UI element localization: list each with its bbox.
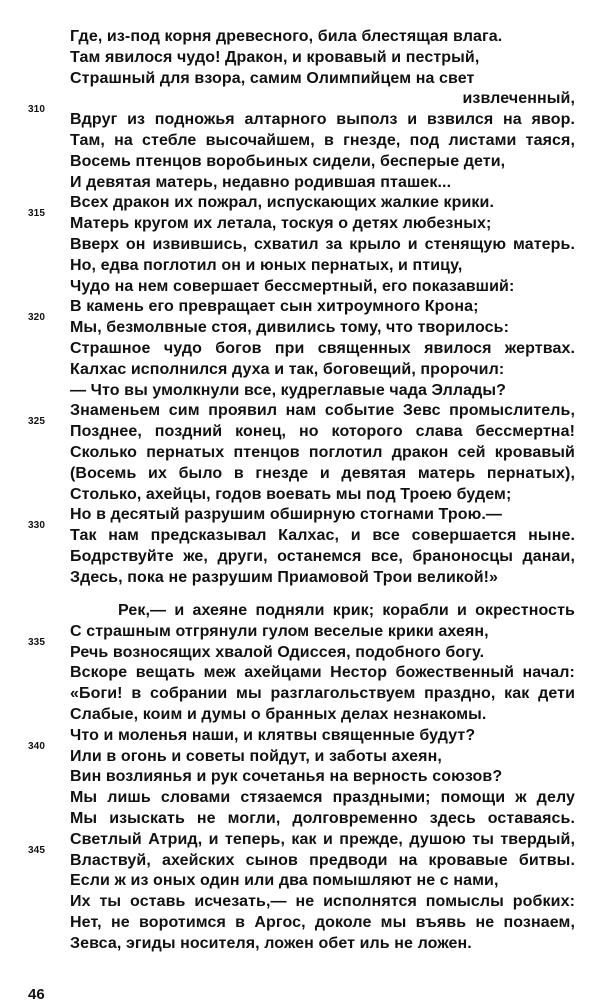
verse-text: Калхас исполнился духа и так, боговещий, пророчил: [70, 360, 505, 378]
verse-line [70, 485, 575, 506]
verse-text: И девятая матерь, недавно родившая пташек... [70, 173, 452, 191]
verse-line [70, 27, 575, 48]
verse-text: Где, из-под корня древесного, била блестящая влага. [70, 28, 503, 45]
verse-text: Нет, не воротимся в Аргос, доколе мы въявь не познаем, [70, 913, 575, 931]
verse-line [70, 663, 575, 684]
verse-text: Матерь кругом их летала, тоскуя о детях любезных; [70, 215, 492, 233]
verse-text: Вверх он извившись, схватил за крыло и стенящую матерь. [70, 235, 575, 253]
page-number: 46 [28, 986, 45, 1003]
verse-text: Мы изыскать не могли, долговременно здесь оставаясь. [70, 809, 575, 827]
verse-text: Мы, безмолвные стоя, дивились тому, что творилось: [70, 319, 509, 337]
stanza-2 [28, 601, 575, 955]
verse-text: Но, едва поглотил он и юных пернатых, и птицу, [70, 256, 463, 274]
verse-line [70, 193, 575, 214]
verse-text: Вскоре вещать меж ахейцами Нестор божественный начал: [70, 664, 575, 682]
verse-line [70, 726, 575, 747]
verse-text: Там, на стебле высочайшем, в гнезде, под листами таяся, [70, 131, 575, 149]
verse-line [70, 235, 575, 256]
verse-text: Страшное чудо богов при священных явилося жертвах. [70, 339, 575, 357]
verse-text: Вдруг из подножья алтарного выполз и взвился на явор. [70, 111, 575, 129]
verse-line [70, 297, 575, 318]
verse-text: (Восемь их было в гнезде и девятая матерь пернатых), [70, 464, 575, 482]
verse-text: Речь возносящих хвалой Одиссея, подобного богу. [70, 643, 485, 661]
verse-line [70, 152, 575, 173]
verse-line [70, 705, 575, 726]
line-number: 325 [28, 416, 45, 428]
verse-line [70, 684, 575, 705]
verse-text: «Боги! в собрании мы разглагольствуем праздно, как дети [70, 685, 575, 703]
verse-text: Там явилося чудо! Дракон, и кровавый и пестрый, [70, 48, 480, 66]
verse-text: Слабые, коим и думы о бранных делах незнакомы. [70, 705, 487, 723]
verse-line [70, 547, 575, 568]
verse-line [70, 788, 575, 809]
verse-line [70, 131, 575, 152]
verse-line [70, 339, 575, 360]
verse-text: извлеченный, [462, 90, 575, 108]
verse-line [70, 48, 575, 69]
verse-line [28, 740, 575, 768]
verse-line [28, 208, 575, 235]
verse-line [70, 568, 575, 589]
verse-text: Чудо на нем совершает бессмертный, его показавший: [70, 277, 515, 295]
verse-text: Так нам предсказывал Калхас, и все совершается ныне. [70, 527, 575, 545]
verse-line [28, 104, 575, 131]
verse-text: Светлый Атрид, и теперь, как и прежде, душою ты твердый, [70, 830, 575, 848]
verse-line [70, 173, 575, 194]
verse-line [70, 871, 575, 892]
verse-text: Бодрствуйте же, други, останемся все, браноносцы данаи, [70, 547, 575, 565]
verse-line [70, 401, 575, 422]
verse-line [70, 89, 575, 110]
verse-line [70, 601, 575, 622]
stanza-1 [28, 27, 575, 589]
verse-line [28, 312, 575, 339]
verse-text: Их ты оставь исчезать,— не исполнятся помыслы робких: [70, 893, 575, 911]
verse-text: Если ж из оных один или два помышляют не с нами, [70, 872, 499, 890]
verse-line [70, 464, 575, 485]
verse-line [28, 636, 575, 664]
verse-text: Зевса, эгиды носителя, ложен обет иль не ложен. [70, 934, 472, 952]
verse-text: С страшным отгрянули гулом веселые крики ахеян, [70, 622, 489, 640]
verse-line [28, 844, 575, 872]
verse-text: Властвуй, ахейских сынов предводи на кровавые битвы. [70, 851, 575, 869]
verse-text: Сколько пернатых птенцов поглотил дракон сей кровавый [70, 443, 575, 461]
verse-text: Всех дракон их пожрал, испускающих жалкие крики. [70, 194, 495, 212]
verse-line [70, 830, 575, 851]
line-number: 340 [28, 740, 45, 752]
verse-text: — Что вы умолкнули все, кудреглавые чада Эллады? [70, 381, 507, 399]
verse-text: Страшный для взора, самим Олимпийцем на свет [70, 69, 475, 87]
verse-line [70, 381, 575, 402]
verse-text: В камень его превращает сын хитроумного Крона; [70, 298, 479, 316]
line-number: 330 [28, 520, 45, 532]
verse-line [70, 443, 575, 464]
verse-line [70, 622, 575, 643]
verse-line [70, 360, 575, 381]
verse-text: Столько, ахейцы, годов воевать мы под Троею будем; [70, 485, 512, 503]
verse-text: Или в огонь и советы пойдут, и заботы ахеян, [70, 747, 442, 765]
line-number: 310 [28, 104, 45, 116]
verse-text: Но в десятый разрушим обширную стогнами Трою.— [70, 506, 502, 524]
verse-line [70, 892, 575, 913]
verse-line [70, 809, 575, 830]
line-number: 320 [28, 312, 45, 324]
verse-line [70, 505, 575, 526]
line-number: 315 [28, 208, 45, 220]
verse-line [70, 256, 575, 277]
verse-line [70, 69, 575, 90]
line-number: 345 [28, 844, 45, 856]
verse-text: Позднее, поздний конец, но которого слава бессмертна! [70, 423, 575, 441]
verse-line [28, 416, 575, 443]
verse-line [70, 934, 575, 955]
verse-line [28, 520, 575, 547]
verse-text: Рек,— и ахеяне подняли крик; корабли и окрестность [118, 602, 575, 619]
verse-line [70, 277, 575, 298]
verse-text: Знаменьем сим проявил нам событие Зевс промыслитель, [70, 402, 575, 420]
verse-text: Здесь, пока не разрушим Приамовой Трои великой!» [70, 568, 499, 586]
verse-line [70, 913, 575, 934]
verse-text: Мы лишь словами стязаемся праздными; помощи ж делу [70, 789, 575, 807]
verse-text: Что и моленья наши, и клятвы священные будут? [70, 726, 476, 744]
verse-line [70, 767, 575, 788]
line-number: 335 [28, 636, 45, 648]
verse-text: Восемь птенцов воробьиных сидели, бесперые дети, [70, 152, 506, 170]
verse-text: Вин возлиянья и рук сочетанья на верность союзов? [70, 768, 503, 786]
